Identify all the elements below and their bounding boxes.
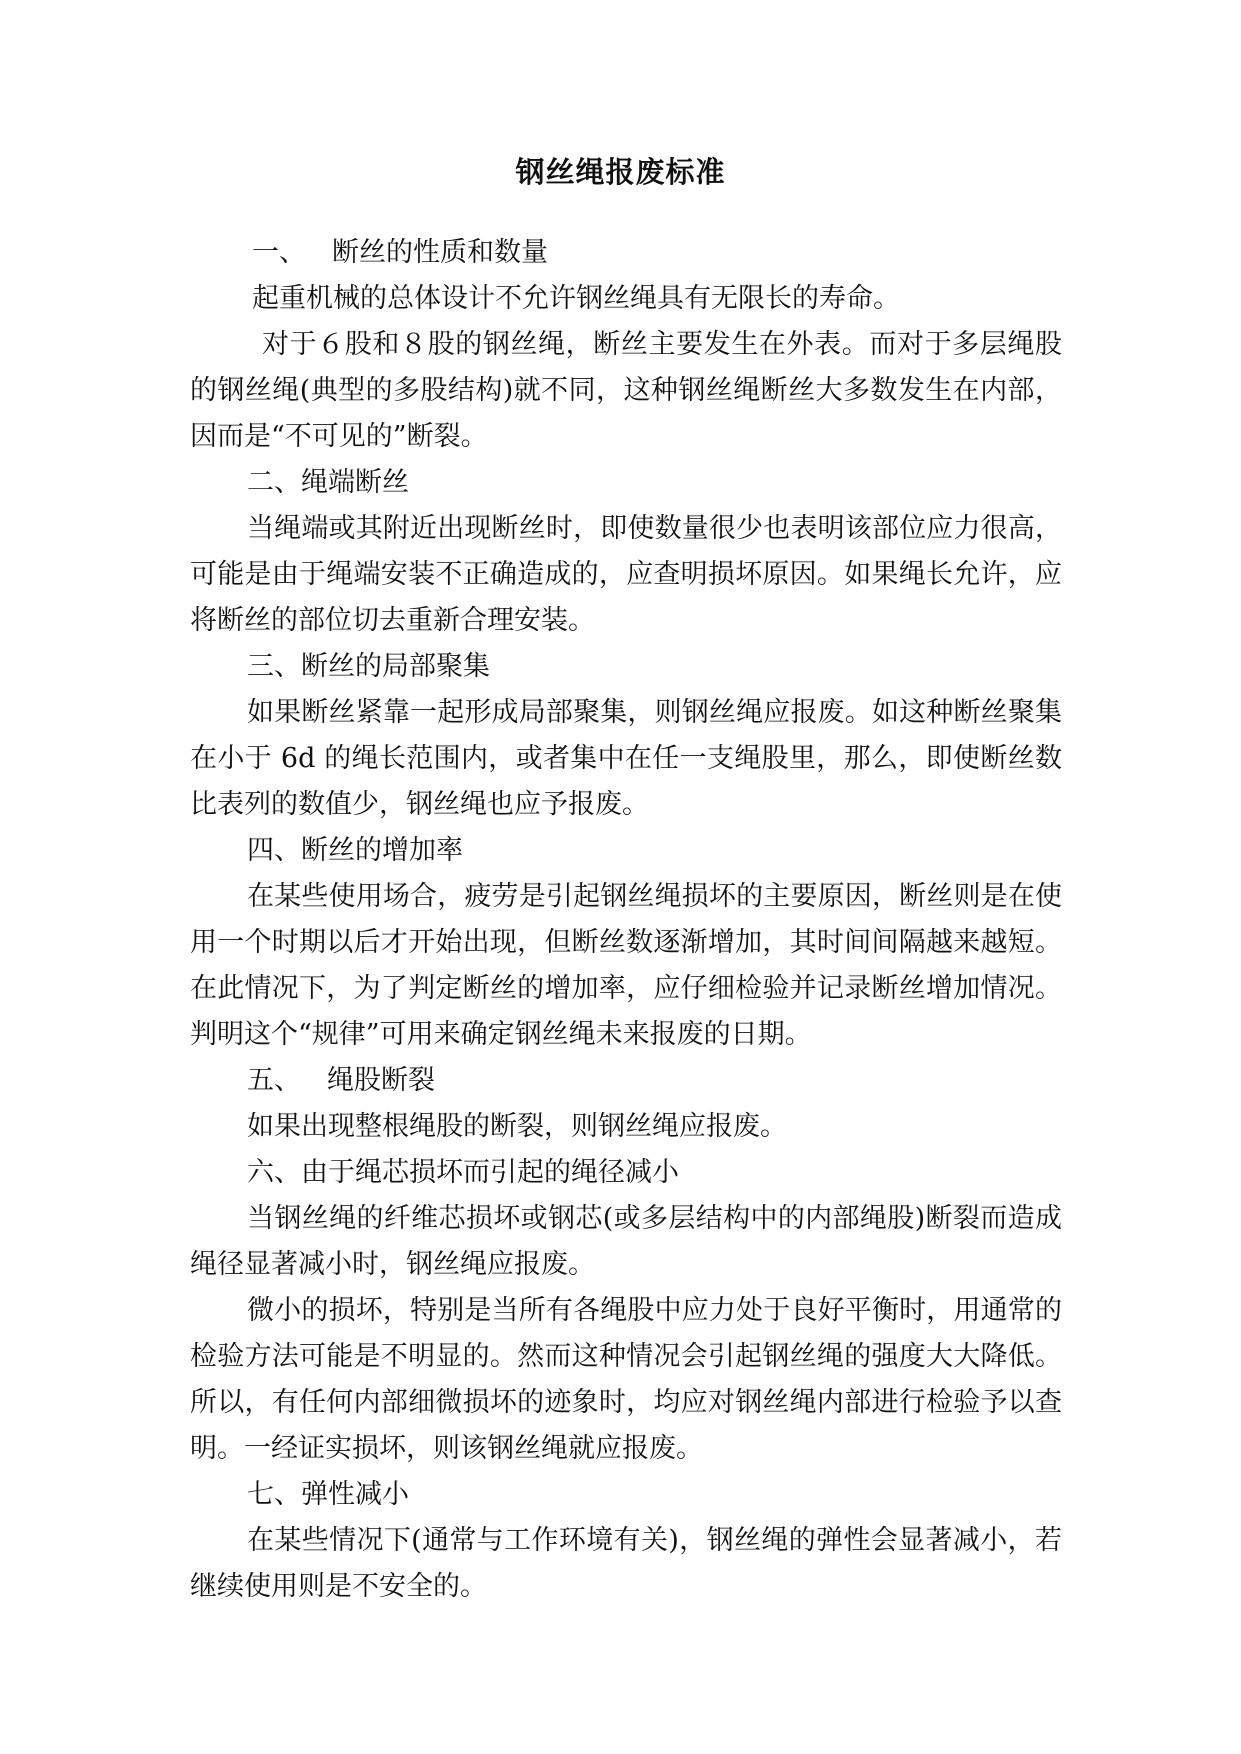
section-4 (190, 828, 1062, 1058)
section-1 (190, 230, 1062, 460)
section-title: 绳股断裂 (327, 1065, 435, 1096)
paragraph: 微小的损坏，特别是当所有各绳股中应力处于良好平衡时，用通常的检验方法可能是不明显的。然而这种情况会引起钢丝绳的强度大大降低。所以，有任何内部细微损坏的迹象时，均应对钢丝绳内部进行检验予以查明。一经证实损坏，则该钢丝绳就应报废。 (190, 1295, 1062, 1464)
section-heading: 六、由于绳芯损坏而引起的绳径减小 (247, 1157, 679, 1188)
section-number: 一、 (252, 237, 306, 268)
document-title: 钢丝绳报废标准 (515, 155, 726, 189)
section-number: 五、 (247, 1065, 301, 1096)
section-6 (190, 1150, 1062, 1472)
paragraph: 如果断丝紧靠一起形成局部聚集，则钢丝绳应报废。如这种断丝聚集在小于 6d 的绳长范围内，或者集中在任一支绳股里，那么，即使断丝数比表列的数值少，钢丝绳也应予报废。 (190, 697, 1062, 820)
section-title: 断丝的性质和数量 (332, 237, 548, 268)
paragraph: 在某些使用场合，疲劳是引起钢丝绳损坏的主要原因，断丝则是在使用一个时期以后才开始出现，但断丝数逐渐增加，其时间间隔越来越短。在此情况下，为了判定断丝的增加率，应仔细检验并记录断丝增加情况。判明这个“规律”可用来确定钢丝绳未来报废的日期。 (190, 881, 1062, 1050)
paragraph: 如果出现整根绳股的断裂，则钢丝绳应报废。 (247, 1111, 787, 1142)
paragraph: 在某些情况下(通常与工作环境有关)，钢丝绳的弹性会显著减小，若继续使用则是不安全的。 (190, 1525, 1062, 1602)
paragraph: 当钢丝绳的纤维芯损坏或钢芯(或多层结构中的内部绳股)断裂而造成绳径显著减小时，钢丝绳应报废。 (190, 1203, 1062, 1280)
document-body (190, 230, 1062, 1610)
section-heading (190, 1058, 1062, 1104)
section-heading: 七、弹性减小 (247, 1479, 409, 1510)
section-2 (190, 460, 1062, 644)
paragraph: 当绳端或其附近出现断丝时，即使数量很少也表明该部位应力很高，可能是由于绳端安装不正确造成的，应查明损坏原因。如果绳长允许，应将断丝的部位切去重新合理安装。 (190, 513, 1062, 636)
section-heading: 三、断丝的局部聚集 (247, 651, 490, 682)
section-3 (190, 644, 1062, 828)
section-5 (190, 1058, 1062, 1150)
section-7 (190, 1472, 1062, 1610)
paragraph: 对于６股和８股的钢丝绳，断丝主要发生在外表。而对于多层绳股的钢丝绳(典型的多股结构)就不同，这种钢丝绳断丝大多数发生在内部，因而是“不可见的”断裂。 (190, 329, 1062, 452)
section-heading (190, 230, 1062, 276)
paragraph: 起重机械的总体设计不允许钢丝绳具有无限长的寿命。 (252, 283, 900, 314)
section-heading: 四、断丝的增加率 (247, 835, 463, 866)
section-heading: 二、绳端断丝 (247, 467, 409, 498)
